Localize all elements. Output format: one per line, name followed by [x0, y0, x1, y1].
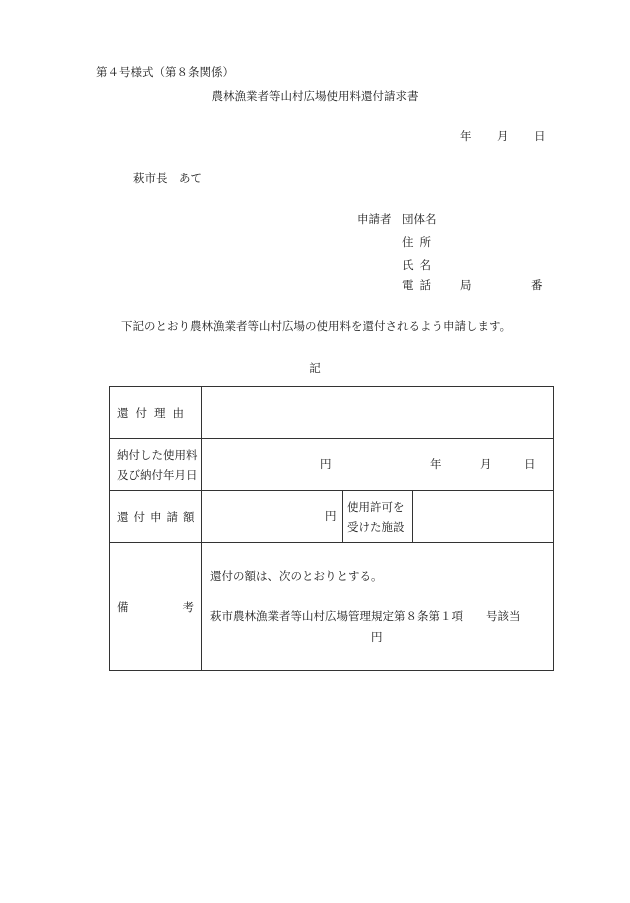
- telephone-label: 電話: [402, 278, 437, 292]
- facility-label-line2: 受けた施設: [347, 519, 405, 534]
- paid-month-label: 月: [480, 457, 492, 471]
- paid-year-label: 年: [430, 457, 442, 471]
- paid-row: [110, 439, 554, 491]
- reason-input-cell[interactable]: [202, 387, 554, 439]
- remarks-row: [110, 543, 554, 671]
- remarks-label-cell: [110, 543, 202, 671]
- remarks-label-left: 備: [117, 599, 129, 614]
- paid-label-cell: [110, 439, 202, 491]
- facility-label-line1: 使用許可を: [347, 499, 405, 514]
- refund-label-cell: [110, 491, 202, 543]
- reason-label-cell: [110, 387, 202, 439]
- address-label: 住所: [402, 235, 437, 249]
- paid-yen-label: 円: [320, 457, 332, 471]
- refund-row: [110, 491, 554, 543]
- name-label: 氏名: [402, 258, 437, 272]
- telephone-kyoku-label: 局: [460, 278, 472, 292]
- refund-yen-label: 円: [325, 509, 337, 523]
- date-year-label: 年: [460, 129, 472, 143]
- facility-input-cell[interactable]: [413, 491, 554, 543]
- refund-amount-cell[interactable]: [202, 491, 343, 543]
- remarks-label-right: 考: [182, 599, 194, 614]
- paid-label-line2: 及び納付年月日: [117, 467, 198, 482]
- refund-label: 還付申請額: [117, 509, 200, 524]
- remarks-yen-label: 円: [371, 630, 383, 644]
- refund-form-table: [109, 386, 554, 671]
- paid-day-label: 日: [524, 457, 536, 471]
- remarks-line1: 還付の額は、次のとおりとする。: [210, 569, 383, 583]
- addressee: 萩市長 あて: [133, 171, 202, 185]
- form-number: 第４号様式（第８条関係）: [96, 65, 234, 79]
- date-day-label: 日: [534, 129, 546, 143]
- telephone-ban-label: 番: [531, 278, 543, 292]
- applicant-label: 申請者: [357, 212, 392, 226]
- document-title: 農林漁業者等山村広場使用料還付請求書: [211, 89, 419, 103]
- request-statement: 下記のとおり農林漁業者等山村広場の使用料を還付されるよう申請します。: [121, 319, 512, 333]
- ki-heading: 記: [309, 361, 321, 375]
- remarks-line2: 萩市農林漁業者等山村広場管理規定第８条第１項 号該当: [210, 609, 521, 623]
- paid-label-line1: 納付した使用料: [117, 447, 198, 462]
- reason-label: 還付理由: [117, 405, 191, 420]
- facility-label-cell: [343, 491, 413, 543]
- remarks-content-cell: [202, 543, 554, 671]
- reason-row: [110, 387, 554, 439]
- date-month-label: 月: [497, 129, 509, 143]
- paid-input-cell[interactable]: [202, 439, 554, 491]
- organization-label: 団体名: [402, 212, 437, 226]
